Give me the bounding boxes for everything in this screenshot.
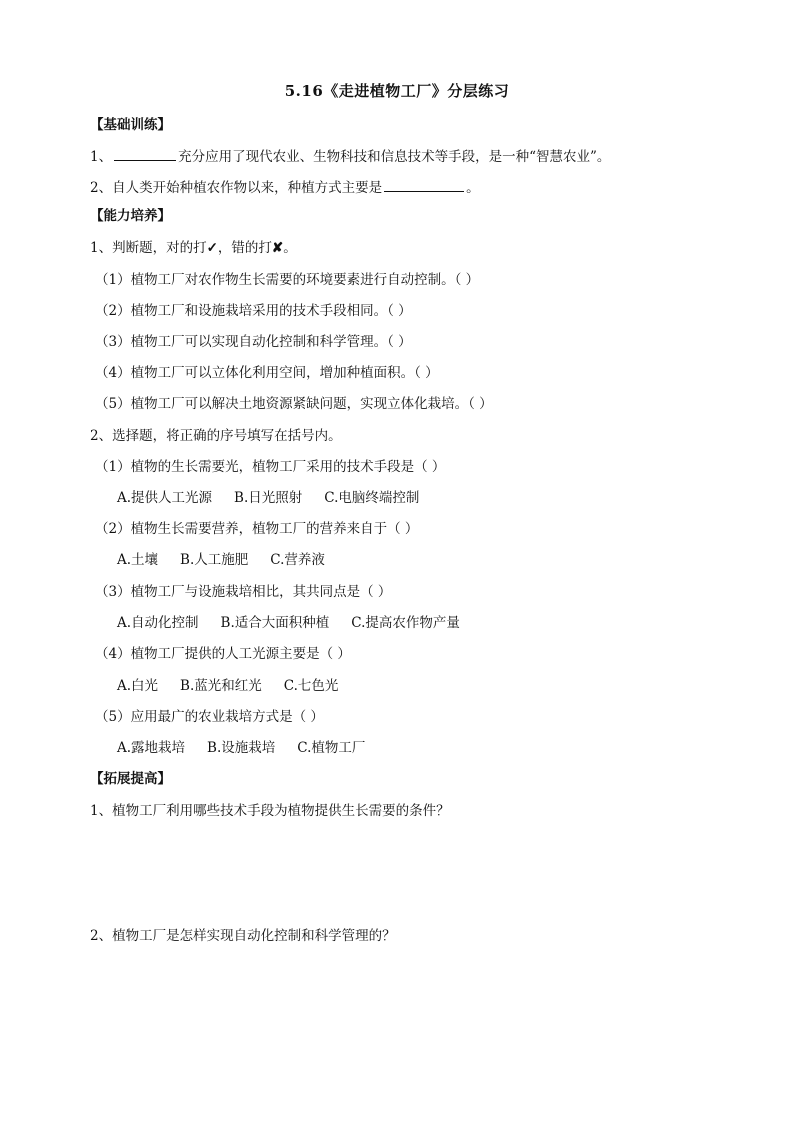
option-c: C.植物工厂 [297,740,366,756]
option-c: C.七色光 [283,678,339,694]
choice-options-3 [117,614,460,632]
choice-stem-2: （2）植物生长需要营养，植物工厂的营养来自于（ ） [95,521,419,537]
cross-mark-icon: ✘ [271,240,284,256]
extend-question-1: 1、植物工厂利用哪些技术手段为植物提供生长需要的条件？ [90,803,450,819]
option-c: C.电脑终端控制 [324,490,420,506]
choice-stem-1: （1）植物的生长需要光，植物工厂采用的技术手段是（ ） [95,459,446,475]
choice-stem-5: （5）应用最广的农业栽培方式是（ ） [95,709,324,725]
judge-item-3: （3）植物工厂可以实现自动化控制和科学管理。（ ） [95,334,412,350]
option-b: B.日光照射 [234,490,303,506]
answer-blank-1[interactable] [114,146,176,161]
option-a: A.露地栽培 [117,740,186,756]
check-mark-icon: ✓ [206,240,218,256]
choice-stem-4: （4）植物工厂提供的人工光源主要是（ ） [95,646,351,662]
section-basic: 【基础训练】 [90,117,171,133]
judge-item-1: （1）植物工厂对农作物生长需要的环境要素进行自动控制。（ ） [95,272,480,288]
judge-item-5: （5）植物工厂可以解决土地资源紧缺问题，实现立体化栽培。（ ） [95,396,493,412]
choice-options-4 [117,677,338,695]
option-a: A.自动化控制 [117,615,199,631]
option-c: C.营养液 [270,552,325,568]
basic-question-2 [90,177,480,197]
page-title: 5.16《走进植物工厂》分层练习 [284,82,510,100]
option-b: B.适合大面积种植 [220,615,330,631]
q2-text: 2、自人类开始种植农作物以来，种植方式主要是 [90,180,383,196]
answer-blank-2[interactable] [384,177,464,192]
option-c: C.提高农作物产量 [351,615,460,631]
option-a: A.提供人工光源 [117,490,213,506]
basic-question-1 [90,146,610,166]
choice-stem-3: （3）植物工厂与设施栽培相比，其共同点是（ ） [95,584,392,600]
q1-prefix: 1、 [90,149,113,165]
judge-intro [90,239,297,257]
section-extend: 【拓展提高】 [90,771,171,787]
option-b: B.设施栽培 [207,740,276,756]
choice-intro: 2、选择题，将正确的序号填写在括号内。 [90,428,342,444]
choice-options-5 [117,739,365,757]
choice-options-1 [117,489,419,507]
judge-intro-prefix: 1、判断题，对的打 [90,240,207,256]
extend-question-2: 2、植物工厂是怎样实现自动化控制和科学管理的？ [90,928,396,944]
choice-options-2 [117,551,325,569]
judge-item-2: （2）植物工厂和设施栽培采用的技术手段相同。（ ） [95,303,412,319]
judge-item-4: （4）植物工厂可以立体化利用空间，增加种植面积。（ ） [95,365,439,381]
q2-end: 。 [466,180,480,196]
option-a: A.土壤 [117,552,159,568]
judge-intro-mid: ，错的打 [217,240,272,256]
option-b: B.蓝光和红光 [180,678,262,694]
section-ability: 【能力培养】 [90,208,171,224]
option-a: A.白光 [117,678,159,694]
q1-text: 充分应用了现代农业、生物科技和信息技术等手段，是一种“智慧农业”。 [178,149,611,165]
judge-intro-end: 。 [283,240,297,256]
option-b: B.人工施肥 [180,552,249,568]
